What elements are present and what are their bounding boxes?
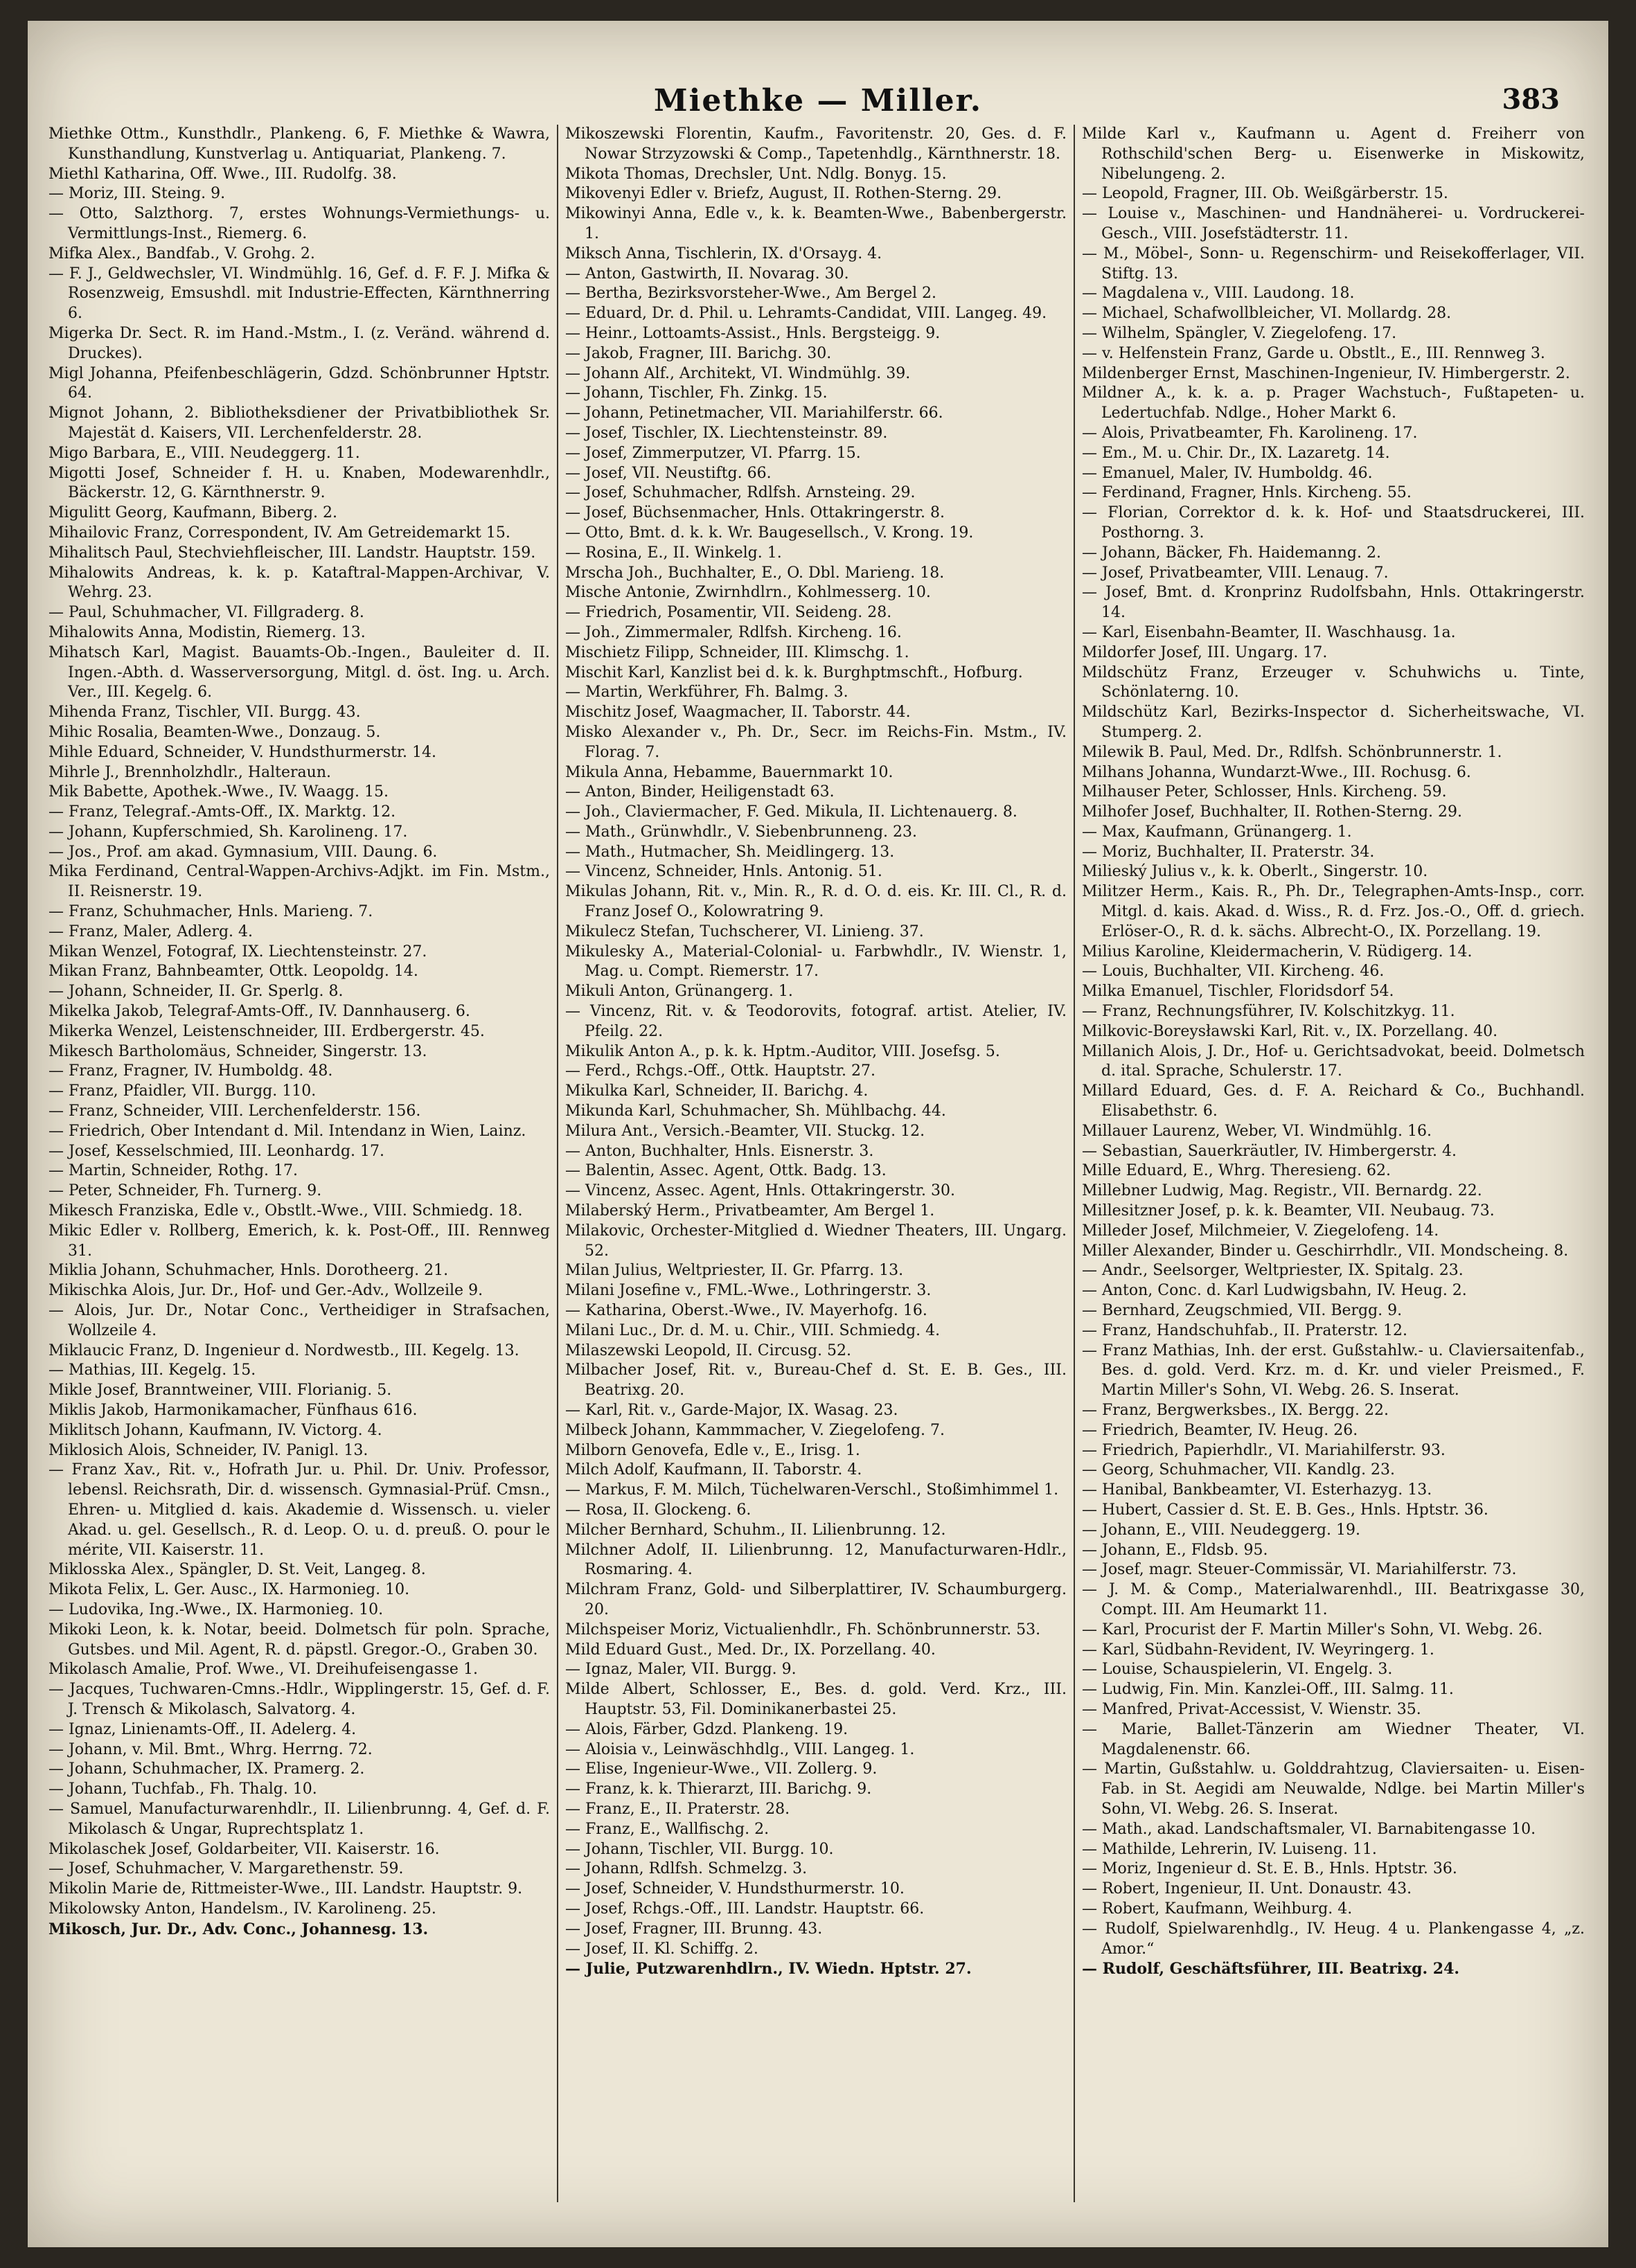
directory-entry: Milan Julius, Weltpriester, II. Gr. Pfarrg. 13. — [565, 1262, 904, 1280]
directory-entry: Mihalowits Andreas, k. k. p. Kataftral-Mappen-Archivar, V. Wehrg. 23. — [48, 564, 550, 602]
directory-entry: — Johann, Schneider, II. Gr. Sperlg. 8. — [48, 983, 344, 1001]
directory-entry: Mikischka Alois, Jur. Dr., Hof- und Ger.-Adv., Wollzeile 9. — [48, 1282, 483, 1300]
directory-entry: — Franz, E., Wallfischg. 2. — [565, 1820, 770, 1838]
directory-entry: Milka Emanuel, Tischler, Floridsdorf 54. — [1082, 983, 1394, 1001]
directory-entry: Mild Eduard Gust., Med. Dr., IX. Porzellang. 40. — [565, 1641, 936, 1659]
directory-entry: — M., Möbel-, Sonn- u. Regenschirm- und Reisekofferlager, VII. Stiftg. 13. — [1082, 244, 1585, 283]
directory-entry: Mikesch Franziska, Edle v., Obstlt.-Wwe., VIII. Schmiedg. 18. — [48, 1202, 523, 1220]
directory-entry: — Franz, Rechnungsführer, IV. Kolschitzkyg. 11. — [1082, 1003, 1455, 1021]
directory-entry: Mika Ferdinand, Central-Wappen-Archivs-Adjkt. im Fin. Mstm., II. Reisnerstr. 19. — [48, 863, 550, 901]
directory-entry: — Johann, Rdlfsh. Schmelzg. 3. — [565, 1860, 808, 1878]
directory-entry: — Martin, Schneider, Rothg. 17. — [48, 1162, 299, 1180]
directory-entry: — Moriz, Ingenieur d. St. E. B., Hnls. Hptstr. 36. — [1082, 1860, 1457, 1878]
directory-entry: — Martin, Gußstahlw. u. Golddrahtzug, Claviersaiten- u. Eisen-Fab. in St. Aegidi am Neuwalde, Ndlge. bei Martin Miller's Sohn, VI. Webg. 26. S. Inserat. — [1082, 1760, 1585, 1818]
directory-entry: — Franz, k. k. Thierarzt, III. Barichg. 9. — [565, 1780, 872, 1798]
directory-entry: — Martin, Werkführer, Fh. Balmg. 3. — [565, 684, 848, 702]
directory-entry: Mikic Edler v. Rollberg, Emerich, k. k. Post-Off., III. Rennweg 31. — [48, 1222, 550, 1260]
directory-entry: — Samuel, Manufacturwarenhdlr., II. Lilienbrunng. 4, Gef. d. F. Mikolasch & Ungar, Ruprechtsplatz 1. — [48, 1800, 550, 1838]
directory-entry: — Paul, Schuhmacher, VI. Fillgraderg. 8. — [48, 604, 364, 622]
directory-entry: — F. J., Geldwechsler, VI. Windmühlg. 16, Gef. d. F. F. J. Mifka & Rosenzweig, Emsushdl. mit Industrie-Effecten, Kärnthnerring 6. — [48, 265, 550, 323]
directory-entry: Mik Babette, Apothek.-Wwe., IV. Waagg. 15. — [48, 783, 389, 801]
directory-entry: Milewik B. Paul, Med. Dr., Rdlfsh. Schönbrunnerstr. 1. — [1082, 743, 1502, 761]
directory-entry: — Johann, Tischler, Fh. Zinkg. 15. — [565, 384, 828, 402]
directory-entry: Mikulesky A., Material-Colonial- u. Farbwhdlr., IV. Wienstr. 1, Mag. u. Compt. Riemerstr. 17. — [565, 943, 1067, 981]
directory-entry: Milhauser Peter, Schlosser, Hnls. Kircheng. 59. — [1082, 783, 1447, 801]
directory-entry: — Louise, Schauspielerin, VI. Engelg. 3. — [1082, 1661, 1393, 1679]
directory-entry: Mildner A., k. k. a. p. Prager Wachstuch-, Fußtapeten- u. Ledertuchfab. Ndlge., Hoher Markt 6. — [1082, 384, 1585, 422]
directory-entry: — J. M. & Comp., Materialwarenhdl., III. Beatrixgasse 30, Compt. III. Am Heumarkt 11. — [1082, 1581, 1585, 1618]
directory-entry: Mikovenyi Edler v. Briefz, August, II. Rothen-Sterng. 29. — [565, 185, 1002, 203]
directory-entry: — Otto, Bmt. d. k. k. Wr. Baugesellsch., V. Krong. 19. — [565, 524, 974, 542]
directory-entry: — Florian, Correktor d. k. k. Hof- und Staatsdruckerei, III. Posthorng. 3. — [1082, 504, 1585, 542]
directory-entry: — Balentin, Assec. Agent, Ottk. Badg. 13. — [565, 1162, 887, 1180]
directory-entry: — Franz, Schneider, VIII. Lerchenfelderstr. 156. — [48, 1102, 421, 1120]
directory-entry: Mildorfer Josef, III. Ungarg. 17. — [1082, 643, 1328, 661]
directory-entry: — Robert, Ingenieur, II. Unt. Donaustr. 43. — [1082, 1880, 1412, 1898]
directory-entry: — Robert, Kaufmann, Weihburg. 4. — [1082, 1900, 1353, 1918]
directory-entry: Miklaucic Franz, D. Ingenieur d. Nordwestb., III. Kegelg. 13. — [48, 1341, 519, 1359]
directory-entry: — Johann, v. Mil. Bmt., Whrg. Herrng. 72. — [48, 1740, 373, 1758]
directory-entry: Mifka Alex., Bandfab., V. Grohg. 2. — [48, 244, 315, 262]
directory-entry: Mikuli Anton, Grünangerg. 1. — [565, 983, 793, 1001]
directory-entry: — Johann, Bäcker, Fh. Haidemanng. 2. — [1082, 544, 1381, 562]
directory-entry: Miklosich Alois, Schneider, IV. Panigl. 13. — [48, 1441, 368, 1459]
directory-entry: — Franz, Pfaidler, VII. Burgg. 110. — [48, 1082, 317, 1100]
directory-entry: — Math., Hutmacher, Sh. Meidlingerg. 13. — [565, 843, 895, 861]
directory-entry: Mikulik Anton A., p. k. k. Hptm.-Auditor, VIII. Josefsg. 5. — [565, 1042, 1000, 1060]
directory-entry: — Mathias, III. Kegelg. 15. — [48, 1361, 256, 1379]
directory-entry: — Elise, Ingenieur-Wwe., VII. Zollerg. 9. — [565, 1760, 878, 1778]
directory-entry: Mikulecz Stefan, Tuchscherer, VI. Linieng. 37. — [565, 922, 924, 940]
directory-entry: Miklosska Alex., Spängler, D. St. Veit, Langeg. 8. — [48, 1561, 426, 1579]
directory-entry: Mischitz Josef, Waagmacher, II. Taborstr. 44. — [565, 704, 911, 722]
directory-entry: — Vincenz, Schneider, Hnls. Antonig. 51. — [565, 863, 882, 881]
directory-entry: — Katharina, Oberst.-Wwe., IV. Mayerhofg. 16. — [565, 1302, 927, 1320]
directory-entry: Miethke Ottm., Kunsthdlr., Plankeng. 6, F. Miethke & Wawra, Kunsthandlung, Kunstverlag u. Antiquariat, Plankeng. 7. — [48, 125, 550, 163]
directory-entry: Migotti Josef, Schneider f. H. u. Knaben, Modewarenhdlr., Bäckerstr. 12, G. Kärnthnerstr. 9. — [48, 464, 550, 502]
directory-entry: Milakovic, Orchester-Mitglied d. Wiedner Theaters, III. Ungarg. 52. — [565, 1222, 1067, 1260]
directory-entry: — Jacques, Tuchwaren-Cmns.-Hdlr., Wipplingerstr. 15, Gef. d. F. J. Trensch & Mikolasch, Salvatorg. 4. — [48, 1681, 550, 1718]
directory-entry: Millebner Ludwig, Mag. Registr., VII. Bernardg. 22. — [1082, 1182, 1482, 1200]
directory-entry: Mikolaschek Josef, Goldarbeiter, VII. Kaiserstr. 16. — [48, 1840, 440, 1858]
directory-entry: Mihic Rosalia, Beamten-Wwe., Donzaug. 5. — [48, 723, 381, 741]
directory-entry: Milborn Genovefa, Edle v., E., Irisg. 1. — [565, 1441, 860, 1459]
directory-entry: — Rosina, E., II. Winkelg. 1. — [565, 544, 782, 562]
directory-entry: Mihenda Franz, Tischler, VII. Burgg. 43. — [48, 704, 361, 722]
directory-entry: — Wilhelm, Spängler, V. Ziegelofeng. 17. — [1082, 324, 1397, 342]
directory-entry: — Josef, Privatbeamter, VIII. Lenaug. 7. — [1082, 564, 1389, 582]
directory-entry: — Markus, F. M. Milch, Tüchelwaren-Verschl., Stoßimhimmel 1. — [565, 1481, 1059, 1499]
directory-entry: Mihalitsch Paul, Stechviehfleischer, III. Landstr. Hauptstr. 159. — [48, 544, 536, 562]
directory-entry: — Josef, Schuhmacher, V. Margarethenstr. 59. — [48, 1860, 404, 1878]
directory-entry: — Franz, Handschuhfab., II. Praterstr. 12. — [1082, 1321, 1408, 1339]
directory-entry: — Josef, Kesselschmied, III. Leonhardg. 17. — [48, 1142, 385, 1160]
directory-entry: — Johann, Tischler, VII. Burgg. 10. — [565, 1840, 834, 1858]
directory-entry: Mische Antonie, Zwirnhdlrn., Kohlmesserg. 10. — [565, 584, 931, 602]
directory-entry: — Ferd., Rchgs.-Off., Ottk. Hauptstr. 27. — [565, 1062, 876, 1080]
directory-entry: Mikosch, Jur. Dr., Adv. Conc., Johannesg. 13. — [48, 1920, 429, 1938]
directory-entry: Mikula Anna, Hebamme, Bauernmarkt 10. — [565, 763, 893, 781]
directory-entry: Mikelka Jakob, Telegraf-Amts-Off., IV. Dannhauserg. 6. — [48, 1003, 470, 1021]
directory-entry: — Mathilde, Lehrerin, IV. Luiseng. 11. — [1082, 1840, 1377, 1858]
directory-entry: — Otto, Salzthorg. 7, erstes Wohnungs-Vermiethungs- u. Vermittlungs-Inst., Riemerg. 6. — [48, 205, 550, 242]
directory-entry: Milius Karoline, Kleidermacherin, V. Rüdigerg. 14. — [1082, 943, 1473, 961]
directory-entry: — Josef, Schuhmacher, Rdlfsh. Arnsteing. 29. — [565, 484, 916, 502]
directory-entry: — Louise v., Maschinen- und Handnäherei- u. Vordruckerei-Gesch., VIII. Josefstädterstr. 11. — [1082, 205, 1585, 242]
directory-entry: — Joh., Zimmermaler, Rdlfsh. Kircheng. 16. — [565, 623, 902, 641]
directory-entry: Mihailovic Franz, Correspondent, IV. Am Getreidemarkt 15. — [48, 524, 510, 542]
directory-entry: — Moriz, III. Steing. 9. — [48, 185, 226, 203]
directory-entry: — Bernhard, Zeugschmied, VII. Bergg. 9. — [1082, 1302, 1403, 1320]
directory-entry: Milaszewski Leopold, II. Circusg. 52. — [565, 1341, 851, 1359]
directory-entry: Mischit Karl, Kanzlist bei d. k. k. Burghptmschft., Hofburg. — [565, 663, 1023, 681]
directory-entry: — Josef, VII. Neustiftg. 66. — [565, 464, 772, 482]
directory-entry: Mikan Franz, Bahnbeamter, Ottk. Leopoldg. 14. — [48, 963, 418, 981]
directory-entry: Mikoszewski Florentin, Kaufm., Favoritenstr. 20, Ges. d. F. Nowar Strzyzowski & Comp., Tapetenhdlg., Kärnthnerstr. 18. — [565, 125, 1067, 163]
directory-entry: — Marie, Ballet-Tänzerin am Wiedner Theater, VI. Magdalenenstr. 66. — [1082, 1720, 1585, 1758]
directory-entry: — Leopold, Fragner, III. Ob. Weißgärberstr. 15. — [1082, 185, 1448, 203]
directory-entry: Milleder Josef, Milchmeier, V. Ziegelofeng. 14. — [1082, 1222, 1439, 1240]
directory-entry: Mihle Eduard, Schneider, V. Hundsthurmerstr. 14. — [48, 743, 436, 761]
directory-entry: Mildenberger Ernst, Maschinen-Ingenieur, IV. Himbergerstr. 2. — [1082, 364, 1570, 382]
page-number: 383 — [1502, 83, 1560, 116]
directory-entry: — Moriz, Buchhalter, II. Praterstr. 34. — [1082, 843, 1375, 861]
directory-entry: — Franz Xav., Rit. v., Hofrath Jur. u. Phil. Dr. Univ. Professor, lebensl. Reichsrath, Dir. d. wissensch. Gymnasial-Prüf. Cmsn., Ehren- u. Mitglied d. kais. Akademie d. Wissensch. u. vieler Akad. u. gel. Gesellsch., R. d. Leop. O. u. d. preuß. O. pour le mérite, VII. Kaiserstr. 11. — [48, 1461, 550, 1559]
directory-entry: — Friedrich, Posamentir, VII. Seideng. 28. — [565, 604, 892, 622]
directory-entry: Millanich Alois, J. Dr., Hof- u. Gerichtsadvokat, beeid. Dolmetsch d. ital. Sprache, Schulerstr. 17. — [1082, 1042, 1585, 1080]
directory-entry: — Georg, Schuhmacher, VII. Kandlg. 23. — [1082, 1461, 1396, 1479]
directory-entry: Milbacher Josef, Rit. v., Bureau-Chef d. St. E. B. Ges., III. Beatrixg. 20. — [565, 1361, 1067, 1400]
directory-entry: — Karl, Procurist der F. Martin Miller's Sohn, VI. Webg. 26. — [1082, 1620, 1543, 1639]
directory-entry: — Friedrich, Ober Intendant d. Mil. Intendanz in Wien, Lainz. — [48, 1122, 526, 1140]
directory-entry: — Andr., Seelsorger, Weltpriester, IX. Spitalg. 23. — [1082, 1262, 1464, 1280]
directory-entry: — Heinr., Lottoamts-Assist., Hnls. Bergsteigg. 9. — [565, 324, 941, 342]
directory-entry: Mikunda Karl, Schuhmacher, Sh. Mühlbachg. 44. — [565, 1102, 946, 1120]
directory-entry: — Karl, Südbahn-Revident, IV. Weyringerg. 1. — [1082, 1641, 1434, 1659]
directory-entry: Milbeck Johann, Kammmacher, V. Ziegelofeng. 7. — [565, 1421, 945, 1439]
directory-entry: — Manfred, Privat-Accessist, V. Wienstr. 35. — [1082, 1700, 1421, 1718]
directory-entry: — Rosa, II. Glockeng. 6. — [565, 1501, 752, 1519]
directory-entry: Millauer Laurenz, Weber, VI. Windmühlg. 16. — [1082, 1122, 1432, 1140]
directory-entry: Mihatsch Karl, Magist. Bauamts-Ob.-Ingen., Bauleiter d. II. Ingen.-Abth. d. Wasserversorgung, Mitgl. d. öst. Ing. u. Arch. Ver., III. Kegelg. 6. — [48, 643, 550, 702]
directory-entry: — Franz, Maler, Adlerg. 4. — [48, 922, 254, 940]
directory-entry: Mikesch Bartholomäus, Schneider, Singerstr. 13. — [48, 1042, 427, 1060]
directory-entry: Militzer Herm., Kais. R., Ph. Dr., Telegraphen-Amts-Insp., corr. Mitgl. d. kais. Akad. d. Wiss., R. d. Frz. Jos.-O., Off. d. griech. Erlöser-O., R. d. k. sächs. Albrecht-O., IX. Porzellang. 19. — [1082, 883, 1585, 940]
directory-entry: — Ludovika, Ing.-Wwe., IX. Harmonieg. 10. — [48, 1600, 384, 1618]
directory-entry: — Franz, Bergwerksbes., IX. Bergg. 22. — [1082, 1402, 1389, 1419]
directory-entry: Mikulka Karl, Schneider, II. Barichg. 4. — [565, 1082, 869, 1100]
directory-entry: Milieský Julius v., k. k. Oberlt., Singerstr. 10. — [1082, 863, 1428, 881]
directory-entry: — Karl, Eisenbahn-Beamter, II. Waschhausg. 1a. — [1082, 623, 1456, 641]
directory-entry: — Franz, E., II. Praterstr. 28. — [565, 1800, 790, 1818]
directory-entry: — Rudolf, Spielwarenhdlg., IV. Heug. 4 u. Plankengasse 4, „z. Amor.“ — [1082, 1920, 1585, 1958]
directory-entry: — Aloisia v., Leinwäschhdlg., VIII. Langeg. 1. — [565, 1740, 915, 1758]
directory-entry: Millesitzner Josef, p. k. k. Beamter, VII. Neubaug. 73. — [1082, 1202, 1495, 1220]
directory-entry: Mignot Johann, 2. Bibliotheksdiener der Privatbibliothek Sr. Majestät d. Kaisers, VII. Lerchenfelderstr. 28. — [48, 404, 550, 442]
directory-entry: — Julie, Putzwarenhdlrn., IV. Wiedn. Hptstr. 27. — [565, 1960, 972, 1979]
column-1 — [42, 125, 558, 2202]
directory-entry: — Josef, magr. Steuer-Commissär, VI. Mariahilferstr. 73. — [1082, 1561, 1517, 1579]
directory-entry: — Anton, Buchhalter, Hnls. Eisnerstr. 3. — [565, 1142, 874, 1160]
directory-entry: Miethl Katharina, Off. Wwe., III. Rudolfg. 38. — [48, 165, 397, 183]
directory-entry: Milkovic-Boreysławski Karl, Rit. v., IX. Porzellang. 40. — [1082, 1022, 1498, 1040]
directory-entry: Miklitsch Johann, Kaufmann, IV. Victorg. 4. — [48, 1421, 382, 1439]
directory-entry: — Math., Grünwhdlr., V. Siebenbrunneng. 23. — [565, 823, 918, 841]
directory-entry: — Johann, Kupferschmied, Sh. Karolineng. 17. — [48, 823, 408, 841]
directory-entry: Mihrle J., Brennholzhdlr., Halteraun. — [48, 763, 331, 781]
directory-entry: — Franz, Telegraf.-Amts-Off., IX. Marktg. 12. — [48, 803, 396, 821]
directory-entry: Miklis Jakob, Harmonikamacher, Fünfhaus 616. — [48, 1402, 418, 1419]
directory-entry: — Sebastian, Sauerkräutler, IV. Himbergerstr. 4. — [1082, 1142, 1457, 1160]
directory-entry: — Franz, Fragner, IV. Humboldg. 48. — [48, 1062, 333, 1080]
directory-entry: — Louis, Buchhalter, VII. Kircheng. 46. — [1082, 963, 1385, 981]
directory-entry: Milani Josefine v., FML.-Wwe., Lothringerstr. 3. — [565, 1282, 932, 1300]
directory-entry: Milchram Franz, Gold- und Silberplattirer, IV. Schaumburgerg. 20. — [565, 1581, 1067, 1618]
directory-entry: — Johann, Petinetmacher, VII. Mariahilferstr. 66. — [565, 404, 943, 422]
directory-entry: Migo Barbara, E., VIII. Neudeggerg. 11. — [48, 444, 360, 462]
directory-entry: Misko Alexander v., Ph. Dr., Secr. im Reichs-Fin. Mstm., IV. Florag. 7. — [565, 723, 1067, 761]
directory-entry: Mildschütz Franz, Erzeuger v. Schuhwichs u. Tinte, Schönlaterng. 10. — [1082, 663, 1585, 702]
directory-entry: — Friedrich, Beamter, IV. Heug. 26. — [1082, 1421, 1358, 1439]
directory-entry: Mihalowits Anna, Modistin, Riemerg. 13. — [48, 623, 366, 641]
directory-entry: — Michael, Schafwollbleicher, VI. Mollardg. 28. — [1082, 305, 1452, 323]
directory-entry: — Josef, Rchgs.-Off., III. Landstr. Hauptstr. 66. — [565, 1900, 925, 1918]
directory-entry: Mikerka Wenzel, Leistenschneider, III. Erdbergerstr. 45. — [48, 1022, 485, 1040]
directory-entry: Mikolasch Amalie, Prof. Wwe., VI. Dreihufeisengasse 1. — [48, 1661, 478, 1679]
directory-entry: — Peter, Schneider, Fh. Turnerg. 9. — [48, 1182, 322, 1200]
directory-entry: — Karl, Rit. v., Garde-Major, IX. Wasag. 23. — [565, 1402, 898, 1419]
directory-entry: — Jos., Prof. am akad. Gymnasium, VIII. Daung. 6. — [48, 843, 438, 861]
directory-entry: Migl Johanna, Pfeifenbeschlägerin, Gdzd. Schönbrunner Hptstr. 64. — [48, 364, 550, 402]
directory-entry: — Johann Alf., Architekt, VI. Windmühlg. 39. — [565, 364, 911, 382]
directory-entry: — Math., akad. Landschaftsmaler, VI. Barnabitengasse 10. — [1082, 1820, 1536, 1838]
directory-entry: — Ignaz, Linienamts-Off., II. Adelerg. 4. — [48, 1720, 357, 1738]
column-3 — [1075, 125, 1592, 2202]
directory-entry: — Josef, Fragner, III. Brunng. 43. — [565, 1920, 823, 1938]
directory-entry: — Ferdinand, Fragner, Hnls. Kircheng. 55. — [1082, 484, 1412, 502]
directory-page — [28, 21, 1608, 2247]
directory-entry: Mischietz Filipp, Schneider, III. Klimschg. 1. — [565, 643, 909, 661]
directory-entry: — Josef, Zimmerputzer, VI. Pfarrg. 15. — [565, 444, 861, 462]
directory-entry: — Em., M. u. Chir. Dr., IX. Lazaretg. 14. — [1082, 444, 1390, 462]
directory-entry: Milde Karl v., Kaufmann u. Agent d. Freiherr von Rothschild'schen Berg- u. Eisenwerke in Miskowitz, Nibelungeng. 2. — [1082, 125, 1585, 183]
directory-entry: — Friedrich, Papierhdlr., VI. Mariahilferstr. 93. — [1082, 1441, 1446, 1459]
directory-entry: Mikowinyi Anna, Edle v., k. k. Beamten-Wwe., Babenbergerstr. 1. — [565, 205, 1067, 242]
directory-entry: — Hanibal, Bankbeamter, VI. Esterhazyg. 13. — [1082, 1481, 1432, 1499]
directory-entry: — Vincenz, Rit. v. & Teodorovits, fotograf. artist. Atelier, IV. Pfeilg. 22. — [565, 1003, 1067, 1040]
directory-entry: Migulitt Georg, Kaufmann, Biberg. 2. — [48, 504, 338, 522]
directory-entry: Millard Eduard, Ges. d. F. A. Reichard & Co., Buchhandl. Elisabethstr. 6. — [1082, 1082, 1585, 1120]
directory-entry: — Rudolf, Geschäftsführer, III. Beatrixg. 24. — [1082, 1960, 1460, 1979]
directory-entry: — Johann, E., Fldsb. 95. — [1082, 1541, 1268, 1559]
directory-entry: Mikota Thomas, Drechsler, Unt. Ndlg. Bonyg. 15. — [565, 165, 947, 183]
directory-entry: — Anton, Binder, Heiligenstadt 63. — [565, 783, 835, 801]
directory-entry: Mikoki Leon, k. k. Notar, beeid. Dolmetsch für poln. Sprache, Gutsbes. und Mil. Agent, R. d. päpstl. Gregor.-O., Graben 30. — [48, 1620, 550, 1659]
directory-entry: — Josef, Tischler, IX. Liechtensteinstr. 89. — [565, 424, 888, 442]
directory-entry: — Joh., Claviermacher, F. Ged. Mikula, II. Lichtenauerg. 8. — [565, 803, 1017, 821]
directory-entry: — Emanuel, Maler, IV. Humboldg. 46. — [1082, 464, 1373, 482]
directory-entry: — Hubert, Cassier d. St. E. B. Ges., Hnls. Hptstr. 36. — [1082, 1501, 1488, 1519]
directory-entry: Milura Ant., Versich.-Beamter, VII. Stuckg. 12. — [565, 1122, 925, 1140]
directory-entry: Mikolowsky Anton, Handelsm., IV. Karolineng. 25. — [48, 1900, 436, 1918]
directory-entry: Milcher Bernhard, Schuhm., II. Lilienbrunng. 12. — [565, 1521, 946, 1539]
directory-entry: Milani Luc., Dr. d. M. u. Chir., VIII. Schmiedg. 4. — [565, 1321, 941, 1339]
directory-entry: — Max, Kaufmann, Grünangerg. 1. — [1082, 823, 1352, 841]
directory-entry: — Anton, Conc. d. Karl Ludwigsbahn, IV. Heug. 2. — [1082, 1282, 1467, 1300]
directory-entry: — Johann, Tuchfab., Fh. Thalg. 10. — [48, 1780, 317, 1798]
directory-entry: — Josef, Büchsenmacher, Hnls. Ottakringerstr. 8. — [565, 504, 945, 522]
directory-entry: Mille Eduard, E., Whrg. Theresieng. 62. — [1082, 1162, 1392, 1180]
columns — [42, 125, 1593, 2202]
directory-entry: — Franz Mathias, Inh. der erst. Gußstahlw.- u. Claviersaitenfab., Bes. d. gold. Verd. Krz. m. d. Kr. und vieler Preismed., F. Martin Miller's Sohn, VI. Webg. 26. S. Inserat. — [1082, 1341, 1585, 1400]
directory-entry: — Anton, Gastwirth, II. Novarag. 30. — [565, 265, 849, 283]
directory-entry: Miksch Anna, Tischlerin, IX. d'Orsayg. 4. — [565, 244, 882, 262]
directory-entry: — Josef, Schneider, V. Hundsthurmerstr. 10. — [565, 1880, 905, 1898]
page-header — [28, 69, 1608, 132]
directory-entry: — Franz, Schuhmacher, Hnls. Marieng. 7. — [48, 903, 373, 921]
directory-entry: Miller Alexander, Binder u. Geschirrhdlr., VII. Mondscheing. 8. — [1082, 1242, 1569, 1260]
directory-entry: Milhans Johanna, Wundarzt-Wwe., III. Rochusg. 6. — [1082, 763, 1471, 781]
directory-entry: Mikle Josef, Branntweiner, VIII. Florianig. 5. — [48, 1382, 392, 1400]
directory-entry: Milde Albert, Schlosser, E., Bes. d. gold. Verd. Krz., III. Hauptstr. 53, Fil. Dominikanerbastei 25. — [565, 1681, 1067, 1718]
directory-entry: — Magdalena v., VIII. Laudong. 18. — [1082, 285, 1355, 303]
column-2 — [558, 125, 1075, 2202]
running-head: Miethke — Miller. — [653, 83, 983, 118]
directory-entry: Mildschütz Karl, Bezirks-Inspector d. Sicherheitswache, VI. Stumperg. 2. — [1082, 704, 1585, 741]
directory-entry: Mrscha Joh., Buchhalter, E., O. Dbl. Marieng. 18. — [565, 564, 945, 582]
directory-entry: Mikan Wenzel, Fotograf, IX. Liechtensteinstr. 27. — [48, 943, 427, 961]
directory-entry: Milchspeiser Moriz, Victualienhdlr., Fh. Schönbrunnerstr. 53. — [565, 1620, 1041, 1639]
directory-entry: — Alois, Jur. Dr., Notar Conc., Vertheidiger in Strafsachen, Wollzeile 4. — [48, 1302, 550, 1339]
directory-entry: Mikulas Johann, Rit. v., Min. R., R. d. O. d. eis. Kr. III. Cl., R. d. Franz Josef O., Kolowratring 9. — [565, 883, 1067, 921]
directory-entry: Migerka Dr. Sect. R. im Hand.-Mstm., I. (z. Veränd. während d. Druckes). — [48, 324, 550, 362]
directory-entry: Milch Adolf, Kaufmann, II. Taborstr. 4. — [565, 1461, 862, 1479]
directory-entry: — Bertha, Bezirksvorsteher-Wwe., Am Bergel 2. — [565, 285, 937, 303]
directory-entry: — Johann, E., VIII. Neudeggerg. 19. — [1082, 1521, 1360, 1539]
directory-entry: — Josef, Bmt. d. Kronprinz Rudolfsbahn, Hnls. Ottakringerstr. 14. — [1082, 584, 1585, 622]
directory-entry: — v. Helfenstein Franz, Garde u. Obstlt., E., III. Rennweg 3. — [1082, 344, 1545, 362]
directory-entry: — Josef, II. Kl. Schiffg. 2. — [565, 1940, 758, 1958]
directory-entry: Mikota Felix, L. Ger. Ausc., IX. Harmonieg. 10. — [48, 1581, 410, 1599]
directory-entry: — Alois, Privatbeamter, Fh. Karolineng. 17. — [1082, 424, 1418, 442]
directory-entry: — Ignaz, Maler, VII. Burgg. 9. — [565, 1661, 797, 1679]
directory-entry: — Johann, Schuhmacher, IX. Pramerg. 2. — [48, 1760, 365, 1778]
directory-entry: Milchner Adolf, II. Lilienbrunng. 12, Manufacturwaren-Hdlr., Rosmaring. 4. — [565, 1541, 1067, 1579]
directory-entry: Milaberský Herm., Privatbeamter, Am Bergel 1. — [565, 1202, 935, 1220]
directory-entry: Miklia Johann, Schuhmacher, Hnls. Dorotheerg. 21. — [48, 1262, 449, 1280]
directory-entry: — Vincenz, Assec. Agent, Hnls. Ottakringerstr. 30. — [565, 1182, 955, 1200]
directory-entry: — Alois, Färber, Gdzd. Plankeng. 19. — [565, 1720, 848, 1738]
directory-entry: Milhofer Josef, Buchhalter, II. Rothen-Sterng. 29. — [1082, 803, 1462, 821]
directory-entry: — Jakob, Fragner, III. Barichg. 30. — [565, 344, 832, 362]
directory-entry: — Eduard, Dr. d. Phil. u. Lehramts-Candidat, VIII. Langeg. 49. — [565, 305, 1047, 323]
directory-entry: — Ludwig, Fin. Min. Kanzlei-Off., III. Salmg. 11. — [1082, 1681, 1454, 1699]
directory-entry: Mikolin Marie de, Rittmeister-Wwe., III. Landstr. Hauptstr. 9. — [48, 1880, 523, 1898]
